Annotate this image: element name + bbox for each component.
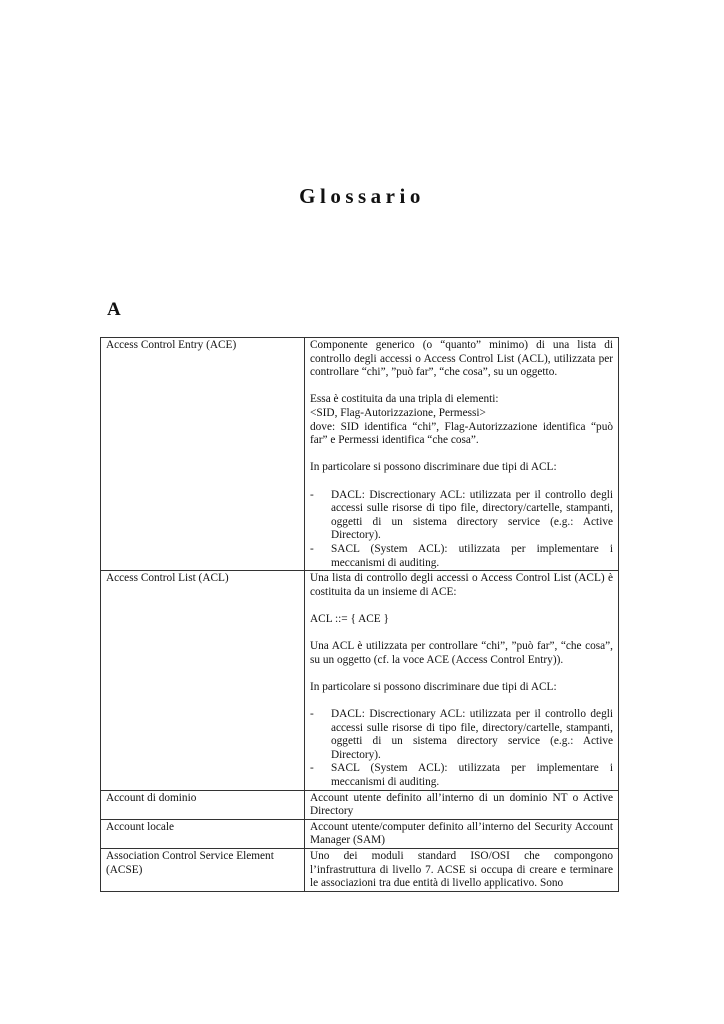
definition-paragraph: Account utente/computer definito all’interno del Security Account Manager (SAM) bbox=[310, 820, 613, 847]
definition-paragraph: In particolare si possono discriminare due tipi di ACL: bbox=[310, 680, 557, 693]
table-row bbox=[101, 790, 619, 819]
glossary-definition bbox=[305, 338, 619, 571]
definition-paragraph bbox=[310, 393, 613, 447]
definition-paragraph: Account utente definito all’interno di un dominio NT o Active Directory bbox=[310, 791, 613, 818]
definition-paragraph: Uno dei moduli standard ISO/OSI che compongono l’infrastruttura di livello 7. ACSE si occupa di creare e terminare le associazioni tra due entità di livello applicativo. Sono bbox=[310, 849, 613, 890]
acl-type-list bbox=[310, 489, 613, 571]
glossary-term: Access Control Entry (ACE) bbox=[101, 338, 305, 571]
glossary-definition bbox=[305, 819, 619, 848]
definition-text: <SID, Flag-Autorizzazione, Permessi> bbox=[310, 406, 486, 419]
glossary-definition bbox=[305, 571, 619, 791]
glossary-term: Access Control List (ACL) bbox=[101, 571, 305, 791]
definition-text: dove: SID identifica “chi”, Flag-Autorizzazione identifica “può far” e Permessi identifica “che cosa”. bbox=[310, 420, 613, 447]
bullet-dash: - bbox=[310, 488, 314, 501]
table-row bbox=[101, 848, 619, 891]
list-item bbox=[310, 708, 613, 762]
list-item-text: DACL: Discrectionary ACL: utilizzata per il controllo degli accessi sulle risorse di tipo file, directory/cartelle, stampanti, oggetti di un sistema directory service (e.g.: Active Directory). bbox=[331, 488, 613, 542]
glossary-table bbox=[100, 337, 619, 892]
glossary-term: Account di dominio bbox=[101, 790, 305, 819]
definition-paragraph: Una lista di controllo degli accessi o Access Control List (ACL) è costituita da un insieme di ACE: bbox=[310, 572, 613, 598]
table-row bbox=[101, 338, 619, 571]
definition-paragraph: Componente generico (o “quanto” minimo) di una lista di controllo degli accessi o Access Control List (ACL), utilizzata per controllare “chi”, ”può far”, “che cosa”, su un oggetto. bbox=[310, 339, 613, 379]
bullet-dash: - bbox=[310, 542, 314, 555]
definition-paragraph: Una ACL è utilizzata per controllare “chi”, ”può far”, “che cosa”, su un oggetto (cf. la voce ACE (Access Control Entry)). bbox=[310, 640, 613, 666]
bullet-dash: - bbox=[310, 762, 314, 775]
glossary-definition bbox=[305, 790, 619, 819]
list-item bbox=[310, 489, 613, 543]
table-row bbox=[101, 819, 619, 848]
definition-paragraph: ACL ::= { ACE } bbox=[310, 612, 389, 625]
list-item-text: SACL (System ACL): utilizzata per implementare i meccanismi di auditing. bbox=[331, 762, 613, 788]
glossary-term: Account locale bbox=[101, 819, 305, 848]
glossary-definition bbox=[305, 848, 619, 891]
definition-clip bbox=[310, 850, 613, 891]
acl-type-list bbox=[310, 708, 613, 790]
list-item bbox=[310, 762, 613, 789]
definition-paragraph: In particolare si possono discriminare due tipi di ACL: bbox=[310, 461, 557, 474]
definition-text: Essa è costituita da una tripla di elementi: bbox=[310, 393, 499, 406]
list-item-text: SACL (System ACL): utilizzata per implementare i meccanismi di auditing. bbox=[331, 542, 613, 569]
table-row bbox=[101, 571, 619, 791]
page-title: Glossario bbox=[299, 184, 425, 208]
section-letter: A bbox=[107, 299, 121, 320]
list-item-text: DACL: Discrectionary ACL: utilizzata per il controllo degli accessi sulle risorse di tipo file, directory/cartelle, stampanti, oggetti di un sistema directory service (e.g.: Active Directory). bbox=[331, 708, 613, 761]
list-item bbox=[310, 543, 613, 570]
glossary-term: Association Control Service Element (ACSE) bbox=[101, 848, 305, 891]
bullet-dash: - bbox=[310, 708, 314, 721]
